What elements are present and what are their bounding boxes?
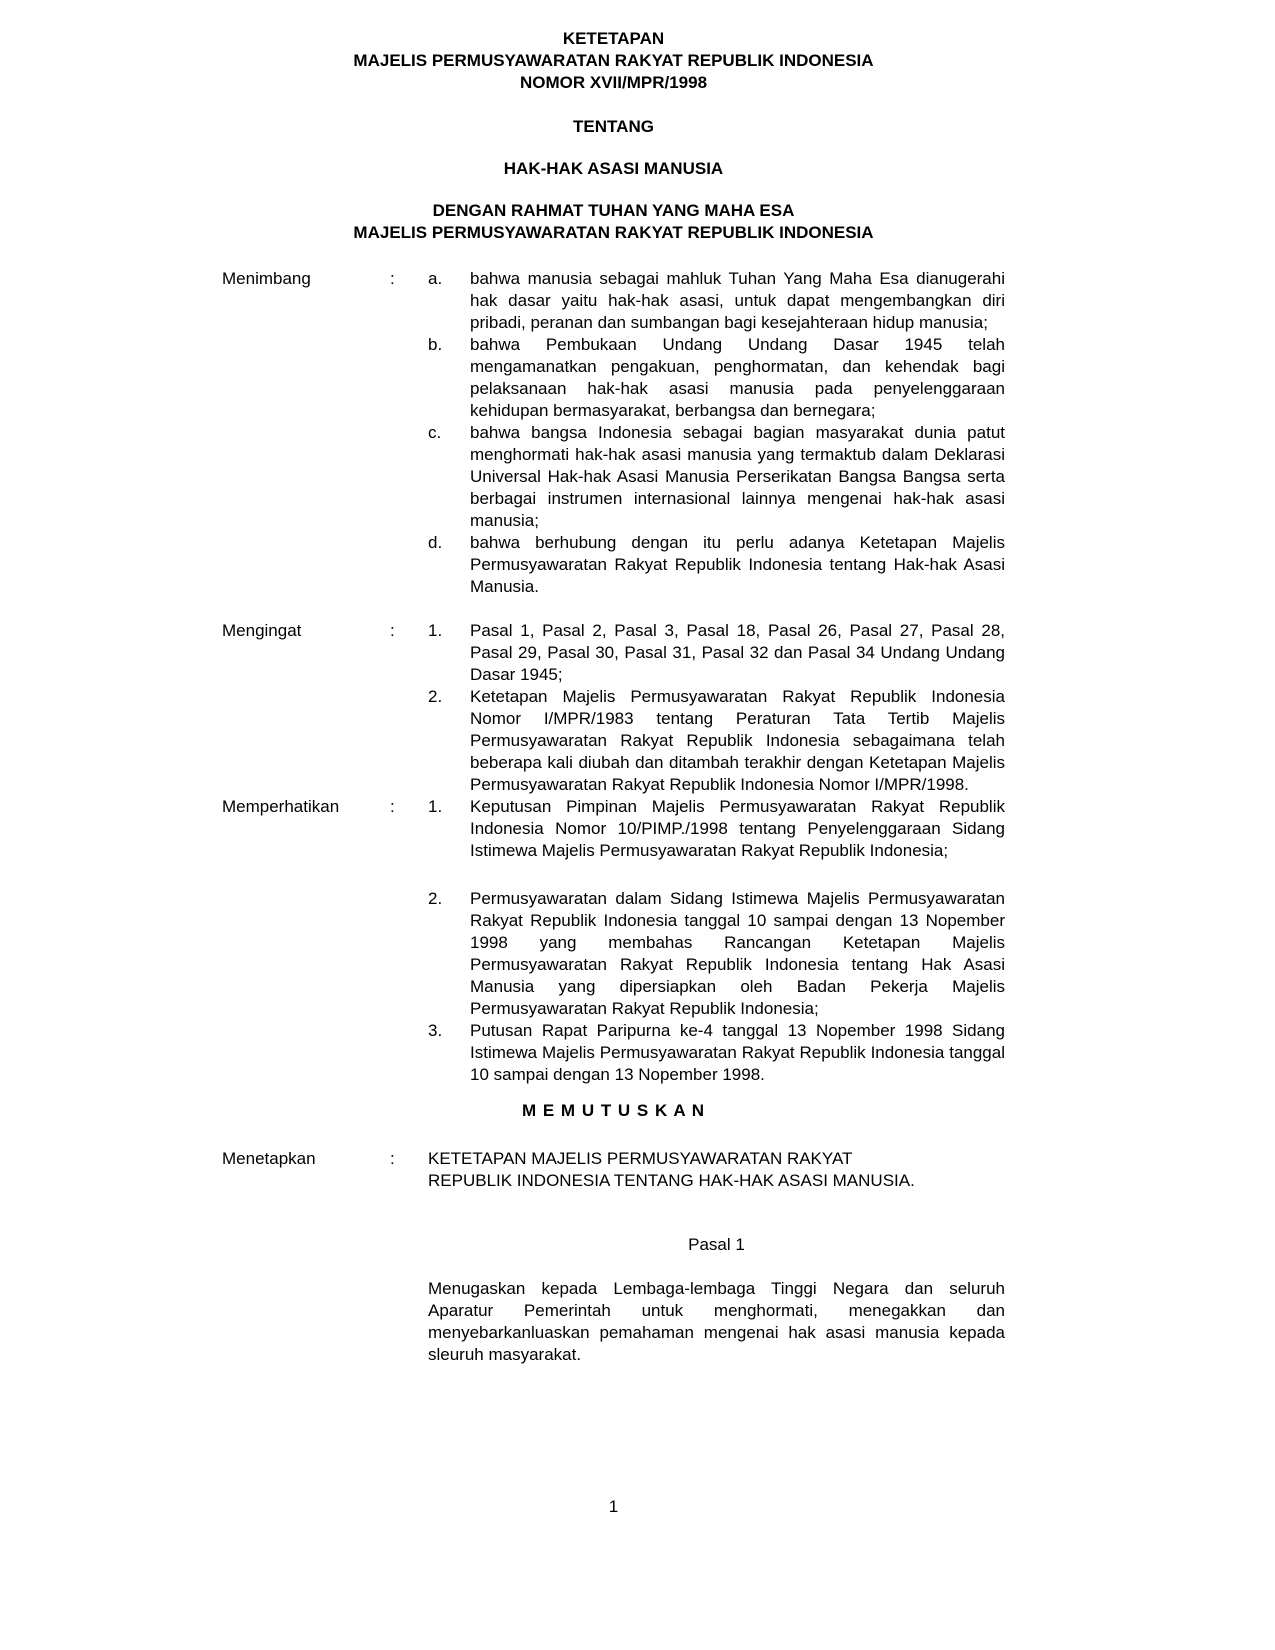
list-item xyxy=(428,796,1005,862)
item-text: Permusyawaratan dalam Sidang Istimewa Majelis Permusyawaratan Rakyat Republik Indonesia tanggal 10 sampai dengan 13 Nopember 1998 yang membahas Rancangan Ketetapan Majelis Permusyawaratan Rakyat Republik Indonesia tentang Hak Asasi Manusia yang dipersiapkan oleh Badan Pekerja Majelis Permusyawaratan Rakyat Republik Indonesia; xyxy=(470,889,1005,1018)
title-nomor: NOMOR XVII/MPR/1998 xyxy=(519,73,708,92)
item-text: bahwa Pembukaan Undang Undang Dasar 1945 telah mengamanatkan pengakuan, penghormatan, dan kehendak bagi pelaksanaan hak-hak asasi manusia pada penyelenggaraan kehidupan bermasyarakat, berbangsa dan bernegara; xyxy=(470,335,1005,420)
pasal-1-heading: Pasal 1 xyxy=(688,1235,745,1254)
pasal-1-area xyxy=(428,1234,1005,1366)
list-item xyxy=(428,888,1005,1020)
section-items xyxy=(428,796,1005,1086)
list-item xyxy=(428,532,1005,598)
section-colon: : xyxy=(390,621,395,640)
menetapkan-line-1: KETETAPAN MAJELIS PERMUSYAWARATAN RAKYAT xyxy=(428,1149,853,1168)
item-text: bahwa bangsa Indonesia sebagai bagian masyarakat dunia patut menghormati hak-hak asasi manusia yang termaktub dalam Deklarasi Universal Hak-hak Asasi Manusia Perserikatan Bangsa Bangsa serta berbagai instrumen internasional lainnya mengenai hak-hak asasi manusia; xyxy=(470,423,1005,530)
item-text: Pasal 1, Pasal 2, Pasal 3, Pasal 18, Pasal 26, Pasal 27, Pasal 28, Pasal 29, Pasal 30, Pasal 31, Pasal 32 dan Pasal 34 Undang Undang Dasar 1945; xyxy=(470,621,1005,684)
list-item xyxy=(428,1020,1005,1086)
item-marker: 1. xyxy=(428,621,443,640)
item-marker: a. xyxy=(428,269,443,288)
item-marker: d. xyxy=(428,533,443,552)
item-text: bahwa manusia sebagai mahluk Tuhan Yang Maha Esa dianugerahi hak dasar yaitu hak-hak asasi, untuk dapat mengembangkan diri pribadi, peranan dan sumbangan bagi kesejahteraan hidup manusia; xyxy=(470,269,1005,332)
menetapkan-line-2: REPUBLIK INDONESIA TENTANG HAK-HAK ASASI MANUSIA. xyxy=(428,1171,915,1190)
list-item xyxy=(428,422,1005,532)
item-marker: b. xyxy=(428,335,443,354)
section-mengingat xyxy=(222,620,1005,796)
item-marker: 1. xyxy=(428,797,443,816)
section-label: Mengingat xyxy=(222,621,302,640)
title-tentang: TENTANG xyxy=(573,117,654,136)
section-menimbang xyxy=(222,268,1005,598)
pasal-1-body: Menugaskan kepada Lembaga-lembaga Tinggi Negara dan seluruh Aparatur Pemerintah untuk menghormati, menegakkan dan menyebarkanluaskan pemahaman mengenai hak asasi manusia kepada sleuruh masyarakat. xyxy=(428,1279,1005,1364)
section-items xyxy=(428,268,1005,598)
page-number: 1 xyxy=(608,1497,619,1516)
item-text: Keputusan Pimpinan Majelis Permusyawaratan Rakyat Republik Indonesia Nomor 10/PIMP./1998 tentang Penyelenggaraan Sidang Istimewa Majelis Permusyawaratan Rakyat Republik Indonesia; xyxy=(470,797,1005,860)
item-marker: 2. xyxy=(428,889,443,908)
item-marker: 2. xyxy=(428,687,443,706)
title-block xyxy=(222,28,1005,244)
section-label: Menimbang xyxy=(222,269,311,288)
item-marker: c. xyxy=(428,423,442,442)
document-content xyxy=(222,28,1005,1366)
menetapkan-text xyxy=(428,1148,1005,1192)
sections xyxy=(222,268,1005,1086)
section-colon: : xyxy=(390,269,395,288)
item-marker: 3. xyxy=(428,1021,443,1040)
memutuskan-heading: M E M U T U S K A N xyxy=(521,1101,705,1120)
section-menetapkan xyxy=(222,1148,1005,1192)
list-item xyxy=(428,334,1005,422)
item-text: bahwa berhubung dengan itu perlu adanya Ketetapan Majelis Permusyawaratan Rakyat Republik Indonesia tentang Hak-hak Asasi Manusia. xyxy=(470,533,1005,596)
item-text: Ketetapan Majelis Permusyawaratan Rakyat Republik Indonesia Nomor I/MPR/1983 tentang Peraturan Tata Tertib Majelis Permusyawaratan Rakyat Republik Indonesia sebagaimana telah beberapa kali diubah dan ditambah terakhir dengan Ketetapan Majelis Permusyawaratan Rakyat Republik Indonesia Nomor I/MPR/1998. xyxy=(470,687,1005,794)
list-item xyxy=(428,268,1005,334)
section-label: Menetapkan xyxy=(222,1149,316,1168)
section-colon: : xyxy=(390,1149,395,1168)
title-ketetapan: KETETAPAN xyxy=(562,29,665,48)
list-item xyxy=(428,620,1005,686)
section-memperhatikan xyxy=(222,796,1005,1086)
title-preamble-2: MAJELIS PERMUSYAWARATAN RAKYAT REPUBLIK INDONESIA xyxy=(353,223,874,242)
list-item xyxy=(428,686,1005,796)
title-subject: HAK-HAK ASASI MANUSIA xyxy=(503,159,724,178)
section-colon: : xyxy=(390,797,395,816)
section-label: Memperhatikan xyxy=(222,797,340,816)
item-text: Putusan Rapat Paripurna ke-4 tanggal 13 Nopember 1998 Sidang Istimewa Majelis Permusyawaratan Rakyat Republik Indonesia tanggal 10 sampai dengan 13 Nopember 1998. xyxy=(470,1021,1005,1084)
section-items xyxy=(428,620,1005,796)
title-preamble-1: DENGAN RAHMAT TUHAN YANG MAHA ESA xyxy=(432,201,795,220)
title-majelis: MAJELIS PERMUSYAWARATAN RAKYAT REPUBLIK INDONESIA xyxy=(353,51,874,70)
